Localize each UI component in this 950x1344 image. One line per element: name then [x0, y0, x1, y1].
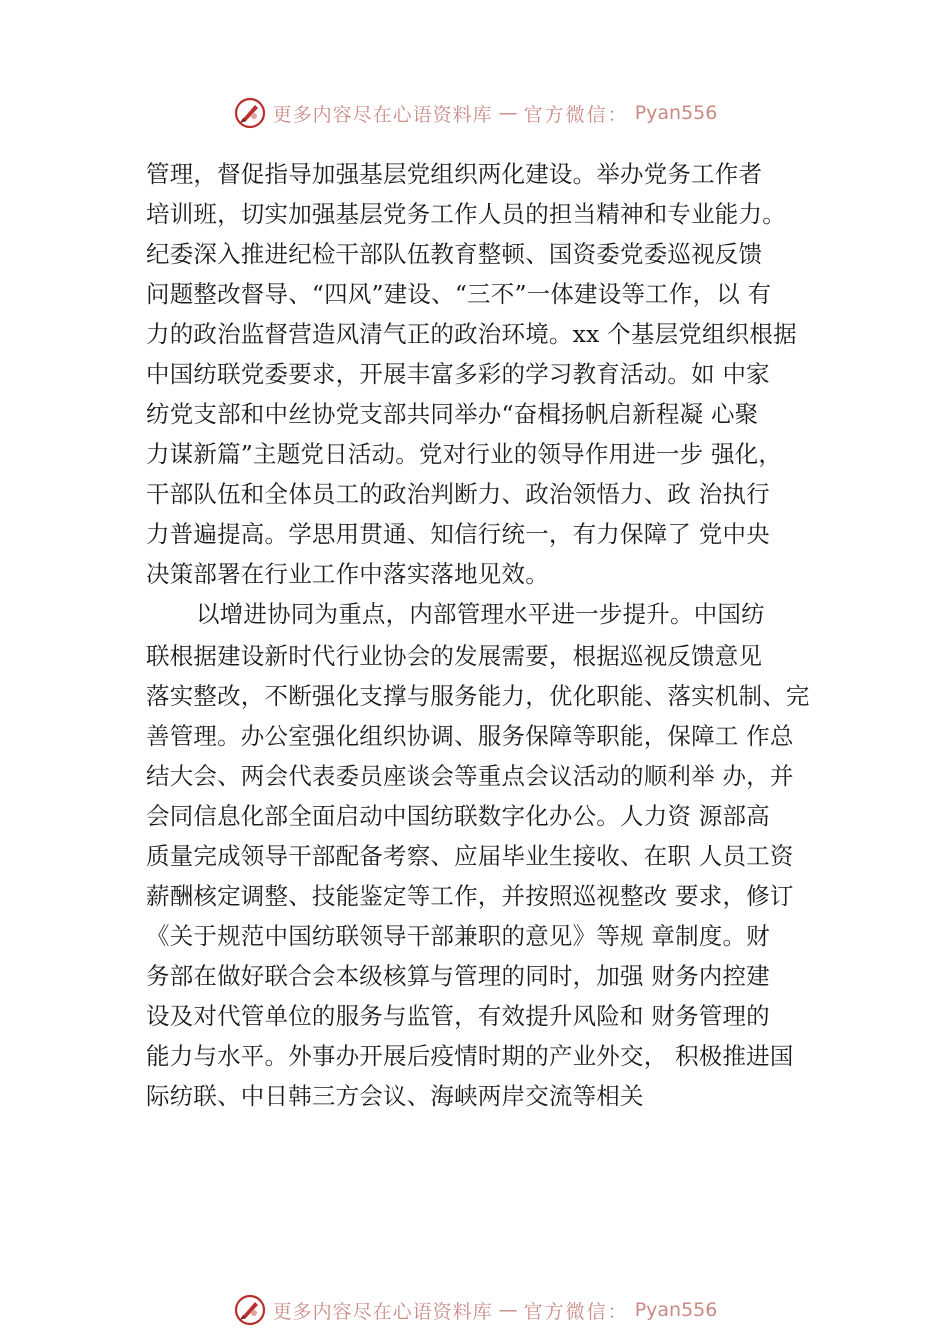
wechat-label: 官方微信： — [523, 103, 629, 126]
text-line: 落实整改，不断强化支撑与服务能力，优化职能、落实机制、完 — [146, 682, 810, 710]
text-line: 纪委深入推进纪检干部队伍教育整顿、国资委党委巡视反馈 — [146, 240, 763, 268]
footer-banner — [0, 1290, 950, 1330]
text-line: 力普遍提高。学思用贯通、知信行统一，有力保障了 党中央 — [146, 520, 770, 548]
text-line: 培训班，切实加强基层党务工作人员的担当精神和专业能力。 — [146, 200, 786, 228]
text-line: 际纺联、中日韩三方会议、海峡两岸交流等相关 — [146, 1082, 644, 1110]
document-body — [146, 154, 846, 1116]
text-line: 力的政治监督营造风清气正的政治环境。xx 个基层党组织根据 — [146, 320, 797, 348]
text-line: 管理，督促指导加强基层党组织两化建设。举办党务工作者 — [146, 160, 763, 188]
text-line: 决策部署在行业工作中落实落地见效。 — [146, 560, 549, 588]
wechat-id: Pyan556 — [634, 102, 718, 124]
pen-nib-logo-icon — [233, 96, 267, 130]
text-line: 《关于规范中国纺联领导干部兼职的意见》等规 章制度。财 — [146, 922, 770, 950]
text-line: 质量完成领导干部配备考察、应届毕业生接收、在职 人员工资 — [146, 842, 794, 870]
pen-nib-logo-icon — [233, 1293, 267, 1327]
text-line: 干部队伍和全体员工的政治判断力、政治领悟力、政 治执行 — [146, 480, 770, 508]
text-line: 务部在做好联合会本级核算与管理的同时，加强 财务内控建 — [146, 962, 770, 990]
text-line: 力谋新篇”主题党日活动。党对行业的领导作用进一步 强化， — [146, 440, 783, 468]
wechat-id: Pyan556 — [634, 1299, 718, 1321]
paragraph-first-line: 以增进协同为重点，内部管理水平进一步提升。中国纺 — [196, 600, 765, 628]
text-line: 中国纺联党委要求，开展丰富多彩的学习教育活动。如 中家 — [146, 360, 770, 388]
text-line: 问题整改督导、“四风”建设、“三不”一体建设等工作，以 有 — [146, 280, 772, 308]
text-line: 会同信息化部全面启动中国纺联数字化办公。人力资 源部高 — [146, 802, 770, 830]
promo-text: 更多内容尽在心语资料库 — [272, 103, 493, 126]
text-line: 设及对代管单位的服务与监管，有效提升风险和 财务管理的 — [146, 1002, 770, 1030]
text-line: 能力与水平。外事办开展后疫情时期的产业外交， 积极推进国 — [146, 1042, 794, 1070]
separator: — — [498, 1299, 518, 1321]
text-line: 纺党支部和中丝协党支部共同举办“奋楫扬帆启新程凝 心聚 — [146, 400, 759, 428]
text-line: 联根据建设新时代行业协会的发展需要，根据巡视反馈意见 — [146, 642, 763, 670]
promo-text: 更多内容尽在心语资料库 — [272, 1300, 493, 1323]
text-line: 薪酬核定调整、技能鉴定等工作，并按照巡视整改 要求，修订 — [146, 882, 794, 910]
text-line: 善管理。办公室强化组织协调、服务保障等职能，保障工 作总 — [146, 722, 794, 750]
separator: — — [498, 102, 518, 124]
header-banner — [0, 93, 950, 133]
text-line: 结大会、两会代表委员座谈会等重点会议活动的顺利举 办，并 — [146, 762, 794, 790]
wechat-label: 官方微信： — [523, 1300, 629, 1323]
